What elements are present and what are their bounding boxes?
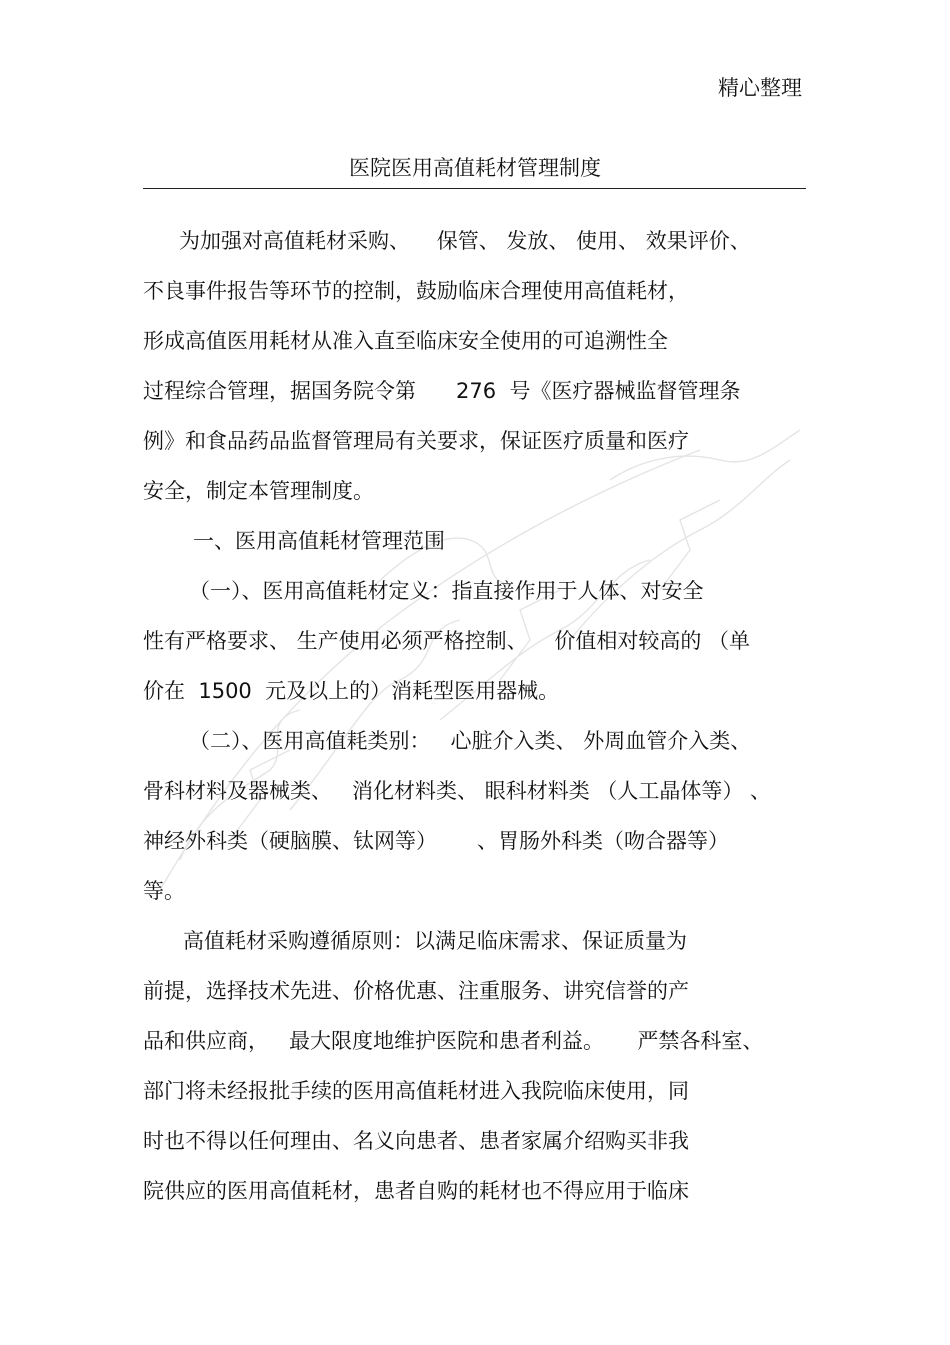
text-line: （二）、医用高值耗类别： 心脏介入类、 外周血管介入类、 xyxy=(189,729,752,753)
text-line: 性有严格要求、 生产使用必须严格控制、 价值相对较高的 （单 xyxy=(143,629,751,653)
text-line: 过程综合管理，据国务院令第 276 号《医疗器械监督管理条 xyxy=(143,379,741,403)
text-line: 前提，选择技术先进、价格优惠、注重服务、讲究信誉的产 xyxy=(143,979,689,1003)
title-underline xyxy=(143,188,806,189)
text-line: 时也不得以任何理由、名义向患者、患者家属介绍购买非我 xyxy=(143,1129,689,1153)
text-line: 品和供应商， 最大限度地维护医院和患者利益。 严禁各科室、 xyxy=(143,1029,764,1053)
text-line: 高值耗材采购遵循原则：以满足临床需求、保证质量为 xyxy=(183,929,687,953)
document-title: 医院医用高值耗材管理制度 xyxy=(349,156,601,180)
text-line: （一）、医用高值耗材定义：指直接作用于人体、对安全 xyxy=(189,579,704,603)
header-note: 精心整理 xyxy=(718,76,802,100)
text-line: 安全，制定本管理制度。 xyxy=(143,479,374,503)
text-line: 等。 xyxy=(143,879,185,903)
text-line: 骨科材料及器械类、 消化材料类、 眼科材料类 （人工晶体等） 、 xyxy=(143,779,772,803)
text-line: 价在 1500 元及以上的）消耗型医用器械。 xyxy=(143,679,560,703)
text-line: 院供应的医用高值耗材，患者自购的耗材也不得应用于临床 xyxy=(143,1179,689,1203)
text-line: 部门将未经报批手续的医用高值耗材进入我院临床使用，同 xyxy=(143,1079,689,1103)
text-line: 神经外科类（硬脑膜、钛网等） 、胃肠外科类（吻合器等） xyxy=(143,829,730,853)
text-line: 形成高值医用耗材从准入直至临床安全使用的可追溯性全 xyxy=(143,329,668,353)
text-line: 例》和食品药品监督管理局有关要求，保证医疗质量和医疗 xyxy=(143,429,689,453)
text-line: 为加强对高值耗材采购、 保管、 发放、 使用、 效果评价、 xyxy=(179,229,751,253)
text-line: 一、医用高值耗材管理范围 xyxy=(193,529,445,553)
text-line: 不良事件报告等环节的控制，鼓励临床合理使用高值耗材， xyxy=(143,279,689,303)
